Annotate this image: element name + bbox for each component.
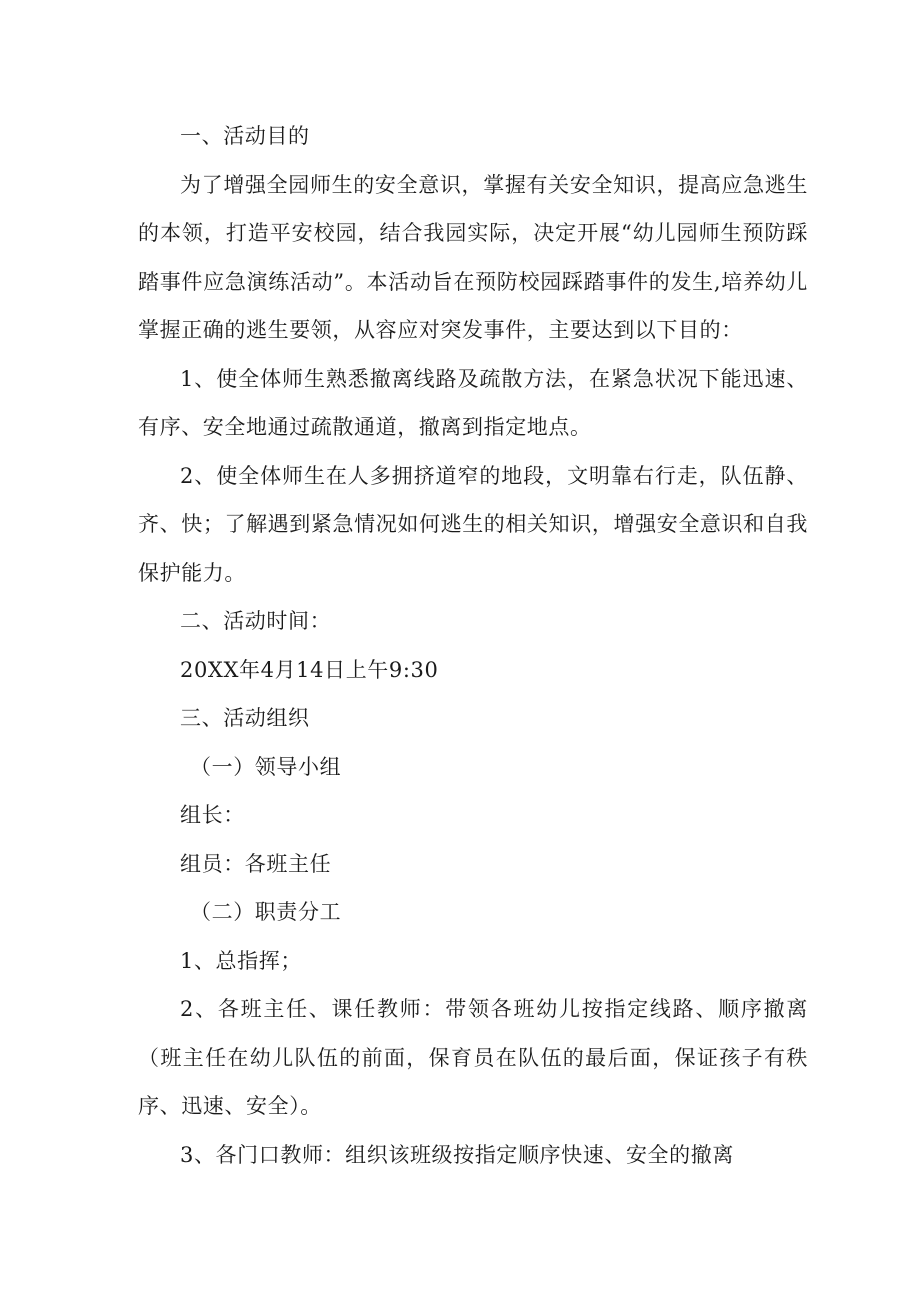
subheading-responsibilities: （二）职责分工 (190, 900, 342, 924)
paragraph-duty-1: 1、总指挥； (180, 948, 302, 973)
section-heading-purpose: 一、活动目的 (180, 124, 310, 148)
paragraph-purpose-intro: 为了增强全园师生的安全意识，掌握有关安全知识，提高应急逃生的本领，打造平安校园，结合我园实际，决定开展“幼儿园师生预防踩踏事件应急演练活动”。本活动旨在预防校园踩踏事件的发生,培养幼儿掌握正确的逃生要领，从容应对突发事件，主要达到以下目的： (138, 172, 808, 342)
paragraph-duty-3: 3、各门口教师：组织该班级按指定顺序快速、安全的撤离 (180, 1142, 734, 1167)
paragraph-time: 20XX年4月14日上午9:30 (180, 657, 439, 682)
paragraph-group-leader: 组长： (180, 803, 245, 827)
paragraph-purpose-item-2: 2、使全体师生在人多拥挤道窄的地段，文明靠右行走，队伍静、齐、快；了解遇到紧急情况如何逃生的相关知识，增强安全意识和自我保护能力。 (138, 463, 808, 585)
section-heading-time: 二、活动时间： (180, 609, 332, 633)
paragraph-group-members: 组员：各班主任 (180, 851, 332, 876)
paragraph-purpose-item-1: 1、使全体师生熟悉撤离线路及疏散方法，在紧急状况下能迅速、有序、安全地通过疏散通道，撤离到指定地点。 (138, 366, 808, 439)
document-body (138, 112, 808, 1179)
paragraph-duty-2: 2、各班主任、课任教师：带领各班幼儿按指定线路、顺序撤离（班主任在幼儿队伍的前面，保育员在队伍的最后面，保证孩子有秩序、迅速、安全）。 (138, 997, 808, 1118)
subheading-leadership-group: （一）领导小组 (190, 754, 342, 779)
section-heading-organization: 三、活动组织 (180, 706, 310, 730)
